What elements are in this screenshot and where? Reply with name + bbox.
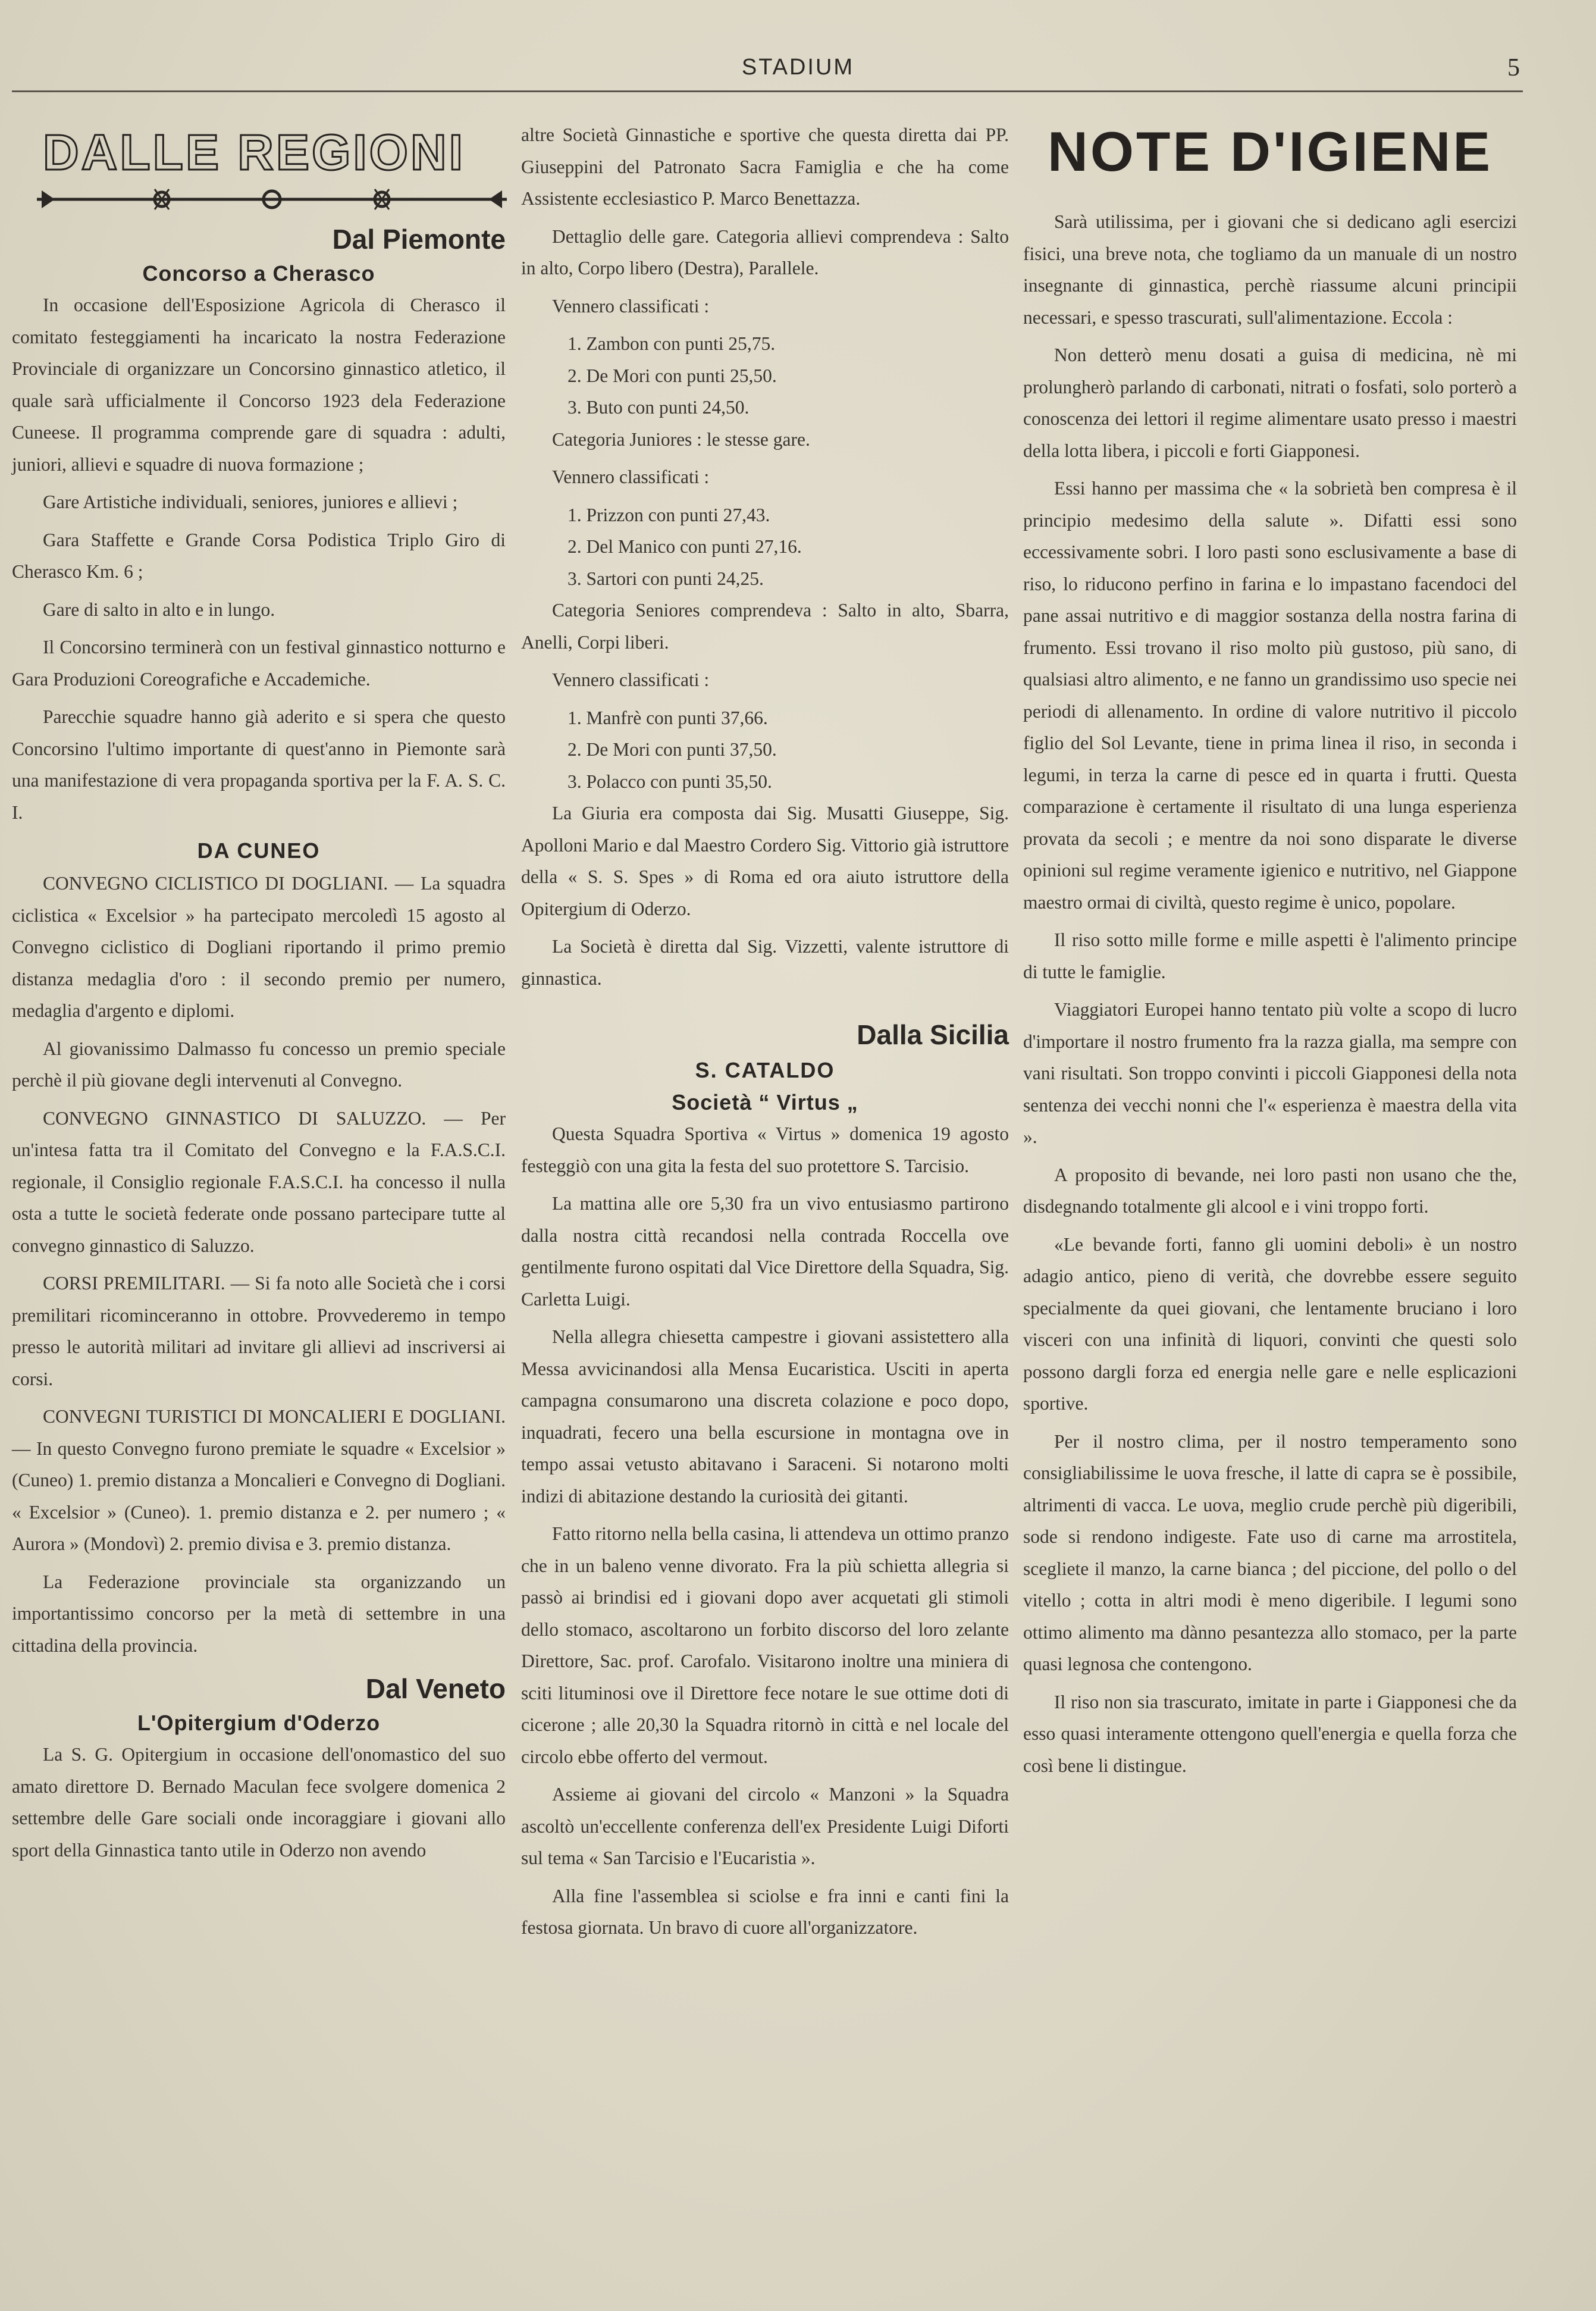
paragraph: Per il nostro clima, per il nostro temperamento sono consigliabilissime le uova fresche, il latte di capra se è possibile, altrimenti di vacca. Le uova, meglio crude perchè più digeribili, sode si rendono indigeste. Fate uso di carne ma arrostitela, scegliete il manzo, la carne bianca ; del piccione, del pollo o del vitello ; cotta in altri modi è meno digeribile. I legumi sono ottimo alimento ma dànno pesantezza allo stomaco, per la parte quasi legnosa che contengono. — [1023, 1430, 1517, 1674]
paragraph: Nella allegra chiesetta campestre i giovani assistettero alla Messa avvicinandosi alla Mensa Eucaristica. Usciti in aperta campagna consumarono una discreta colazione e poco dopo, inquadrati, fecero una bella escursione in montagna ove in tempo assai vetusto abitavano i Saraceni. Si notarono molti indizi di abitazione destando la curiosità dei gitanti. — [521, 1326, 1009, 1507]
column-middle — [521, 119, 1009, 1950]
subheading-virtus: Società “ Virtus „ — [672, 1090, 858, 1114]
masthead-title: STADIUM — [741, 55, 855, 80]
paragraph: Dettaglio delle gare. Categoria allievi comprendeva : Salto in alto, Corpo libero (Destra), Parallele. — [521, 226, 1009, 278]
list-item: 3. Polacco con punti 35,50. — [567, 771, 772, 792]
list-item: 1. Prizzon con punti 27,43. — [567, 504, 770, 525]
paragraph: Il Concorsino terminerà con un festival ginnastico notturno e Gara Produzioni Coreografiche e Accademiche. — [12, 637, 506, 690]
results-list-seniores — [521, 702, 1009, 798]
column-right — [1023, 119, 1517, 1787]
heading-note-igiene: NOTE D'IGIENE — [1047, 120, 1493, 183]
results-list-allievi — [521, 328, 1009, 424]
section-title: DALLE REGIONI — [43, 124, 466, 180]
dalle-regioni-title-block — [12, 119, 506, 220]
results-label: Vennero classificati : — [552, 295, 710, 317]
list-item: 2. Del Manico con punti 27,16. — [567, 536, 802, 557]
column-left — [12, 119, 506, 1872]
paragraph: Gara Staffette e Grande Corsa Podistica Triplo Giro di Cherasco Km. 6 ; — [12, 529, 506, 582]
list-item: 1. Manfrè con punti 37,66. — [567, 707, 768, 728]
paragraph: La Società è diretta dal Sig. Vizzetti, valente istruttore di ginnastica. — [521, 936, 1009, 989]
paragraph: Questa Squadra Sportiva « Virtus » domenica 19 agosto festeggiò con una gita la festa del suo protettore S. Tarcisio. — [521, 1123, 1009, 1176]
paragraph: Il riso sotto mille forme e mille aspetti è l'alimento principe di tutte le famiglie. — [1023, 929, 1517, 982]
results-label: Vennero classificati : — [552, 466, 710, 487]
paragraph: Alla fine l'assemblea si sciolse e fra inni e canti fini la festosa giornata. Un bravo di cuore all'organizzatore. — [521, 1885, 1009, 1938]
decorative-ornament-icon — [37, 184, 507, 214]
paragraph: Il riso non sia trascurato, imitate in parte i Giapponesi che da esso quasi interamente ottengono quell'energia e quella forza che così bene li distingue. — [1023, 1691, 1517, 1776]
paragraph: Non detterò menu dosati a guisa di medicina, nè mi prolungherò parlando di carbonati, nitrati o fosfati, solo porterò a conoscenza dei lettori il regime alimentare usato presso i maestri della lotta libera, i piccoli e forti Giapponesi. — [1023, 345, 1517, 461]
paragraph: Parecchie squadre hanno già aderito e si spera che questo Concorsino l'ultimo importante di quest'anno in Piemonte sarà una manifestazione di vera propaganda sportiva per la F. A. S. C. I. — [12, 706, 506, 823]
paragraph: La S. G. Opitergium in occasione dell'onomastico del suo amato direttore D. Bernado Maculan fece svolgere domenica 2 settembre delle Gare sociali onde incoraggiare i giovani allo sport della Ginnastica tanto utile in Oderzo non avendo — [12, 1744, 506, 1861]
paragraph: Sarà utilissima, per i giovani che si dedicano agli esercizi fisici, una breve nota, che togliamo da un manuale di un nostro insegnante di ginnastica, perchè riassume alcuni principii necessari, e spesso trascurati, sull'alimentazione. Eccola : — [1023, 211, 1517, 328]
category-line: Categoria Juniores : le stesse gare. — [552, 428, 810, 450]
header-rule — [12, 90, 1523, 92]
heading-piemonte: Dal Piemonte — [332, 224, 506, 255]
paragraph: CONVEGNO CICLISTICO DI DOGLIANI. — La squadra ciclistica « Excelsior » ha partecipato mercoledì 15 agosto al Convegno ciclistico di Dogliani riportando il primo premio distanza medaglia d'oro : il secondo premio per numero, medaglia d'argento e diplomi. — [12, 873, 506, 1021]
paragraph: Essi hanno per massima che « la sobrietà ben compresa è il principio medesimo della salute ». Difatti essi sono eccessivamente sobri. I loro pasti sono esclusivamente a base di riso, lo riducono perfino in farina e lo impastano facendoci del pane assai nutritivo e di maggior sostanza della nostra farina di frumento. Essi trovano il riso molto più gustoso, più sano, di qualsiasi altro alimento, e ne fanno un grandissimo uso specie nei periodi di allenamento. In ordine di valore nutritivo il piccolo figlio del Sol Levante, tiene in prima linea il riso, in seconda i legumi, in terza la carne di pesce ed in quarta i frutti. Questa comparazione è certamente il risultato di una lunga esperienza provata da secoli ; e mentre da noi sono disparate le diverse opinioni sul regime veramente igienico e nutritivo, nel Giappone maestro ormai di civiltà, questo regime è unico, popolare. — [1023, 478, 1517, 913]
paragraph: A proposito di bevande, nei loro pasti non usano che the, disdegnando totalmente gli alcool e i vini troppo forti. — [1023, 1164, 1517, 1217]
heading-cuneo: DA CUNEO — [197, 838, 321, 863]
heading-sicilia: Dalla Sicilia — [857, 1019, 1009, 1050]
paragraph: CONVEGNI TURISTICI DI MONCALIERI E DOGLIANI. — In questo Convegno furono premiate le squadre « Excelsior » (Cuneo) 1. premio distanza a Moncalieri e Convegno di Dogliani. « Excelsior » (Cuneo). 1. premio distanza e 2. per numero ; « Aurora » (Mondovì) 2. premio divisa e 3. premio distanza. — [12, 1406, 506, 1554]
paragraph: Fatto ritorno nella bella casina, li attendeva un ottimo pranzo che in un baleno venne divorato. Fra la più schietta allegria si passò ai brindisi ed i giovani dopo aver acquetati gli stimoli dello stomaco, ascoltarono un forbito discorso del loro zelante Direttore, Sac. prof. Carofalo. Visitarono inoltre una miniera di sciti lituminosi ove il Direttore fece notare le sue ottime doti di cicerone ; alle 20,30 la Squadra ritornò in città e nel locale del circolo ebbe offerto del vermout. — [521, 1523, 1009, 1767]
paragraph: In occasione dell'Esposizione Agricola di Cherasco il comitato festeggiamenti ha incaricato la nostra Federazione Provinciale di organizzare un Concorsino ginnastico atletico, il quale sarà ufficialmente il Concorso 1923 dela Federazione Cuneese. Il programma comprende gare di squadra : adulti, juniori, allievi e squadre di nuova formazione ; — [12, 295, 506, 475]
paragraph: CONVEGNO GINNASTICO DI SALUZZO. — Per un'intesa fatta tra il Comitato del Convegno e la F.A.S.C.I. regionale, il Consiglio regionale F.A.S.C.I. ha concesso il nulla osta a tutte le società federate onde possano partecipare tutte al convegno ginnastico di Saluzzo. — [12, 1107, 506, 1256]
paragraph: La mattina alle ore 5,30 fra un vivo entusiasmo partirono dalla nostra città recandosi nella contrada Roccella ove gentilmente furono ospitati dal Vice Direttore della Squadra, Sig. Carletta Luigi. — [521, 1193, 1009, 1310]
paragraph: altre Società Ginnastiche e sportive che questa diretta dai PP. Giuseppini del Patronato Sacra Famiglia e che ha come Assistente ecclesiastico P. Marco Benettazza. — [521, 124, 1009, 209]
paragraph: Viaggiatori Europei hanno tentato più volte a scopo di lucro d'importare il nostro frumento fra la razza gialla, ma sempre con vani risultati. Son troppo convinti i piccoli Giapponesi della nota sentenza dei vecchi nonni che l'« esperienza è maestra della vita ». — [1023, 999, 1517, 1147]
paragraph: CORSI PREMILITARI. — Si fa noto alle Società che i corsi premilitari ricominceranno in ottobre. Provvederemo in tempo presso le autorità militari ad invitare gli allievi ad inscriversi ai corsi. — [12, 1273, 506, 1389]
results-list-juniores — [521, 499, 1009, 595]
list-item: 1. Zambon con punti 25,75. — [567, 333, 776, 354]
paragraph: La Giuria era composta dai Sig. Musatti Giuseppe, Sig. Apolloni Mario e dal Maestro Cordero Sig. Vittorio già istruttore della « S. S. Spes » di Roma ed ora aiuto istruttore della Opitergium di Oderzo. — [521, 803, 1009, 919]
list-item: 3. Sartori con punti 24,25. — [567, 568, 764, 589]
paragraph: La Federazione provinciale sta organizzando un importantissimo concorso per la metà di settembre in una cittadina della provincia. — [12, 1571, 506, 1656]
heading-veneto: Dal Veneto — [365, 1673, 506, 1704]
subheading-s-cataldo: S. CATALDO — [695, 1058, 835, 1082]
page-header — [0, 55, 1596, 84]
paragraph: Assieme ai giovani del circolo « Manzoni » la Squadra ascoltò un'eccellente conferenza dell'ex Presidente Luigi Diforti sul tema « San Tarcisio e l'Eucaristia ». — [521, 1784, 1009, 1868]
list-item: 3. Buto con punti 24,50. — [567, 397, 750, 418]
list-item: 2. De Mori con punti 37,50. — [567, 739, 777, 760]
list-item: 2. De Mori con punti 25,50. — [567, 365, 777, 386]
category-line: Categoria Seniores comprendeva : Salto in alto, Sbarra, Anelli, Corpi liberi. — [521, 600, 1009, 653]
subheading-opitergium: L'Opitergium d'Oderzo — [137, 1711, 381, 1735]
results-label: Vennero classificati : — [552, 669, 710, 690]
paragraph: Gare di salto in alto e in lungo. — [43, 599, 275, 620]
paragraph: Gare Artistiche individuali, seniores, juniores e allievi ; — [43, 491, 458, 512]
paragraph: «Le bevande forti, fanno gli uomini deboli» è un nostro adagio antico, pieno di verità, che dovrebbe essere seguito specialmente da quei giovani, che lentamente bruciano i loro visceri con una infinità di liquori, convinti che questi solo possono dargli forza ed energia nelle gare e nelle esplicazioni sportive. — [1023, 1233, 1517, 1414]
subheading-cherasco: Concorso a Cherasco — [142, 261, 375, 286]
paragraph: Al giovanissimo Dalmasso fu concesso un premio speciale perchè il più giovane degli intervenuti al Convegno. — [12, 1038, 506, 1091]
page-number: 5 — [1507, 54, 1520, 82]
